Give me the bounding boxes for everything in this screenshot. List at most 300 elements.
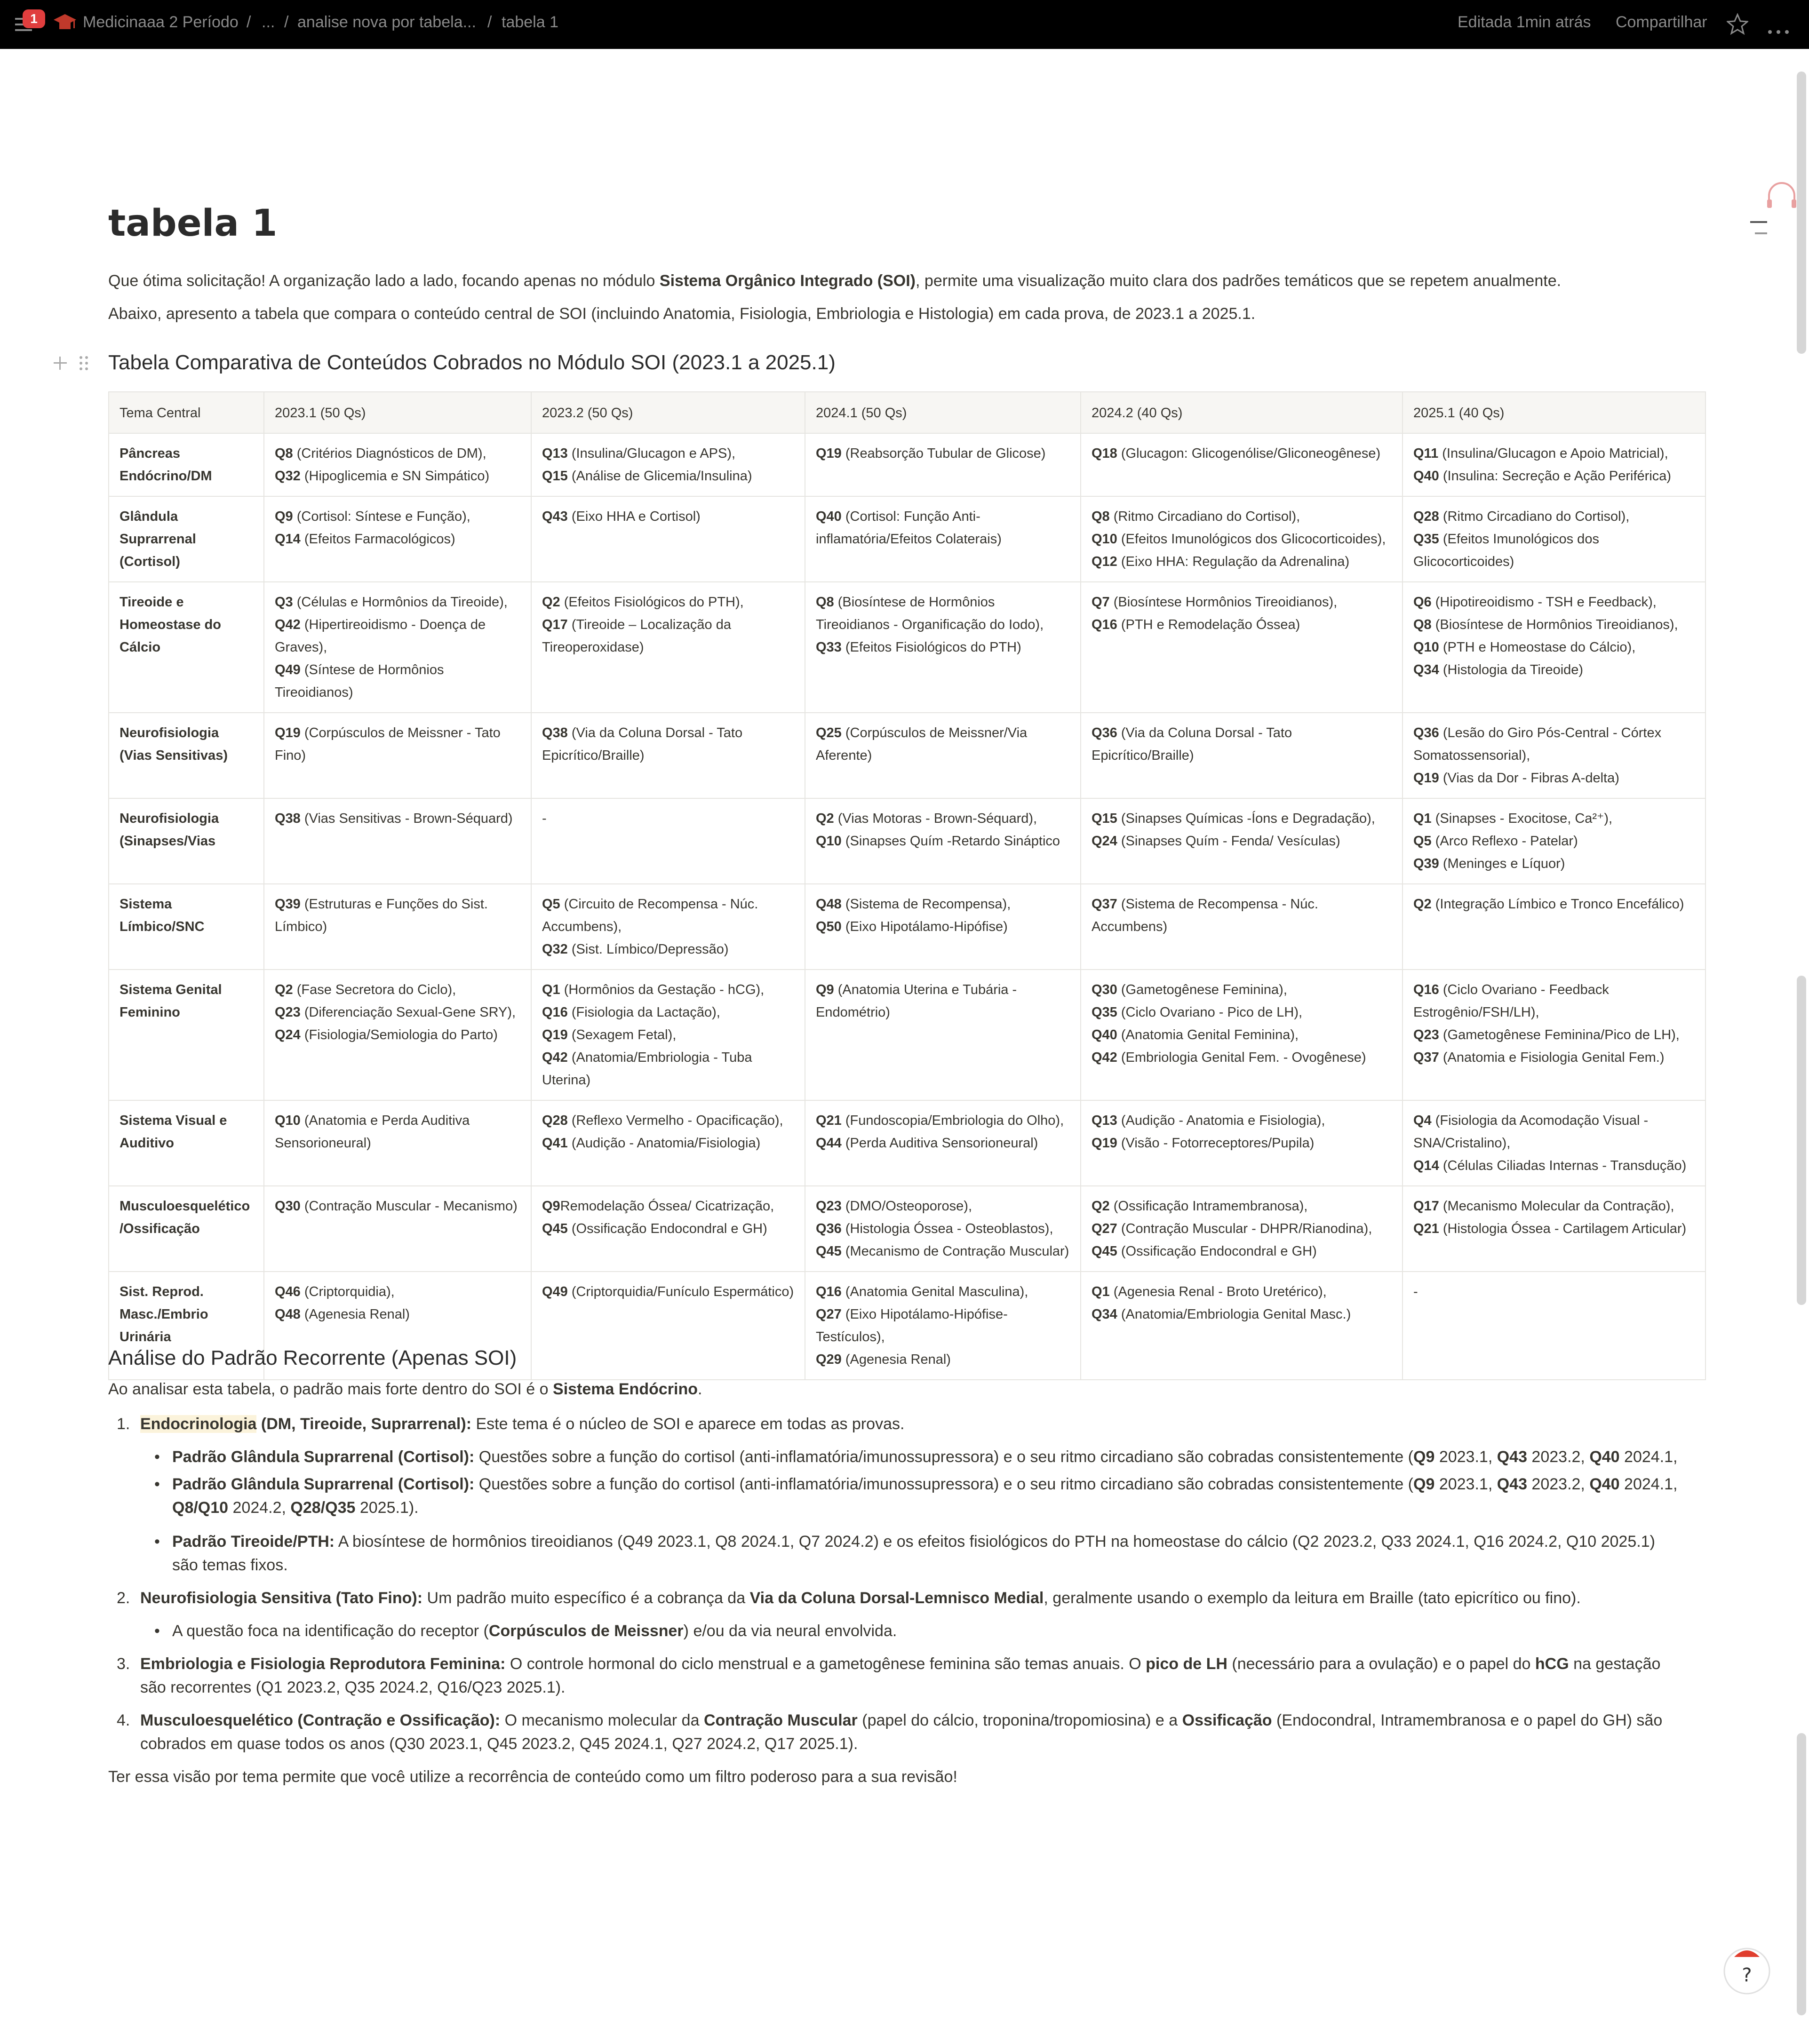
bullet-tireoide-line2[interactable]: são temas fixos.: [172, 1556, 288, 1574]
list-item-4[interactable]: [140, 1709, 1662, 1732]
table-cell[interactable]: [1403, 582, 1705, 713]
table-cell[interactable]: [1081, 582, 1403, 713]
question-number: Q16: [1092, 617, 1117, 632]
breadcrumb-separator: /: [247, 13, 251, 31]
question-topic: (DMO/Osteoporose),: [841, 1199, 972, 1214]
question-number: Q28: [1413, 509, 1439, 524]
b2-t4: 2024.1,: [1619, 1475, 1678, 1493]
question-topic: (Agenesia Renal): [300, 1307, 410, 1322]
cell-theme[interactable]: Musculoesquelético /Ossificação: [109, 1186, 264, 1272]
table-cell[interactable]: [805, 433, 1081, 496]
question-number: Q38: [275, 811, 301, 826]
question-topic: (Sist. Límbico/Depressão): [567, 942, 729, 957]
question-topic: (Circuito de Recompensa - Núc. Accumbens),: [542, 897, 758, 934]
table-cell[interactable]: [1081, 1186, 1403, 1272]
question-topic: (Ciclo Ovariano - Pico de LH),: [1117, 1005, 1303, 1020]
table-cell[interactable]: [1403, 1100, 1705, 1186]
question-number: Q30: [1092, 982, 1117, 997]
b2-bold: Padrão Glândula Suprarrenal (Cortisol):: [172, 1475, 475, 1493]
question-number: Q39: [275, 897, 301, 912]
b1-t2: 2023.1,: [1434, 1448, 1497, 1466]
list-item-3-line2[interactable]: são recorrentes (Q1 2023.2, Q35 2024.2, Q16/Q23 2025.1).: [140, 1678, 566, 1696]
table-cell[interactable]: [1403, 433, 1705, 496]
b1-text: Questões sobre a função do cortisol (anti-inflamatória/imunossupressora) e o seu ritmo circadiano são cobradas consistentemente (: [474, 1448, 1414, 1466]
question-number: Q29: [816, 1352, 842, 1367]
cell-theme[interactable]: Sistema Límbico/SNC: [109, 884, 264, 970]
item4-bold3: Ossificação: [1182, 1711, 1272, 1729]
question-topic: (Vias Sensitivas - Brown-Séquard): [300, 811, 513, 826]
question-topic: (Corpúsculos de Meissner/Via Aferente): [816, 725, 1028, 763]
b1-q40: Q40: [1589, 1448, 1620, 1466]
scrollbar-thumb[interactable]: [1797, 72, 1806, 354]
question-number: Q15: [542, 469, 568, 484]
question-number: Q11: [1413, 446, 1439, 461]
list-item-3[interactable]: [140, 1652, 1660, 1676]
question-number: Q30: [275, 1199, 301, 1214]
question-number: Q14: [275, 532, 301, 547]
table-cell[interactable]: [805, 1272, 1081, 1380]
question-topic: (Mecanismo de Contração Muscular): [841, 1244, 1069, 1259]
bullet-suprarrenal-2[interactable]: [172, 1472, 1677, 1496]
question-number: Q28: [542, 1113, 568, 1128]
question-number: Q19: [816, 446, 842, 461]
table-row: [109, 496, 1705, 582]
breadcrumb-ellipsis[interactable]: ...: [262, 13, 275, 31]
table-cell[interactable]: [1081, 433, 1403, 496]
table-cell[interactable]: [264, 496, 531, 582]
table-cell[interactable]: [1403, 970, 1705, 1100]
question-number: Q1: [1092, 1284, 1110, 1299]
question-topic: (Efeitos Fisiológicos do PTH),: [560, 595, 744, 610]
table-cell[interactable]: [264, 433, 531, 496]
intro-paragraph-2[interactable]: Abaixo, apresento a tabela que compara o conteúdo central de SOI (incluindo Anatomia, Fisiologia, Embriologia e Histologia) em cada prova, de 2023.1 a 2025.1.: [108, 305, 1256, 323]
cell-theme[interactable]: Neurofisiologia (Vias Sensitivas): [109, 713, 264, 798]
table-cell[interactable]: [1403, 884, 1705, 970]
question-number: Q17: [1413, 1199, 1439, 1214]
scrollbar-thumb-bottom[interactable]: [1797, 1733, 1806, 2015]
question-topic: (Análise de Glicemia/Insulina): [567, 469, 752, 484]
question-topic: (Criptorquidia/Funículo Espermático): [567, 1284, 794, 1299]
question-topic: (Fisiologia da Lactação),: [567, 1005, 720, 1020]
question-topic: (Biosíntese Hormônios Tireoidianos),: [1109, 595, 1338, 610]
question-number: Q23: [1413, 1027, 1439, 1042]
b2-t2: 2023.1,: [1434, 1475, 1497, 1493]
list-item-4-line2[interactable]: cobrados em quase todos os anos (Q30 2023.1, Q45 2023.2, Q45 2024.1, Q27 2024.2, Q17 2025.1).: [140, 1735, 858, 1753]
question-topic: Remodelação Óssea/ Cicatrização,: [560, 1199, 774, 1214]
table-cell[interactable]: [1081, 496, 1403, 582]
question-topic: (Cortisol: Síntese e Função),: [293, 509, 470, 524]
question-topic: (Lesão do Giro Pós-Central - Córtex Somatossensorial),: [1413, 725, 1662, 763]
edited-status: Editada 1min atrás: [1458, 13, 1591, 31]
question-number: Q10: [1092, 532, 1117, 547]
question-topic: (Hipoglicemia e SN Simpático): [300, 469, 490, 484]
question-topic: (Sexagem Fetal),: [567, 1027, 677, 1042]
question-number: Q19: [542, 1027, 568, 1042]
question-topic: (Visão - Fotorreceptores/Pupila): [1117, 1136, 1315, 1151]
table-header-row: [109, 392, 1705, 433]
question-number: Q49: [542, 1284, 568, 1299]
item2-bold: Neurofisiologia Sensitiva (Tato Fino):: [140, 1589, 423, 1607]
breadcrumb-separator: /: [487, 13, 492, 31]
toc-icon[interactable]: [1748, 218, 1769, 237]
item1-bold: (DM, Tireoide, Suprarrenal):: [256, 1415, 472, 1433]
question-number: Q48: [816, 897, 842, 912]
intro1-bold: Sistema Orgânico Integrado (SOI): [659, 272, 916, 290]
question-number: Q45: [816, 1244, 842, 1259]
item2-sub-t2: ) e/ou da via neural envolvida.: [683, 1622, 897, 1640]
drag-handle-icon[interactable]: [78, 355, 89, 372]
table-cell[interactable]: [805, 496, 1081, 582]
item2-t1: Um padrão muito específico é a cobrança da: [422, 1589, 750, 1607]
table-cell[interactable]: [805, 582, 1081, 713]
table-cell[interactable]: [531, 1100, 805, 1186]
question-topic: (Células Ciliadas Internas - Transdução): [1439, 1158, 1687, 1173]
table-cell[interactable]: [1403, 1186, 1705, 1272]
question-topic: (Insulina/Glucagon e APS),: [567, 446, 736, 461]
question-topic: (Anatomia/Embriologia - Tuba Uterina): [542, 1050, 752, 1088]
item4-t3: (Endocondral, Intramembranosa e o papel do GH) são: [1272, 1711, 1663, 1729]
question-topic: (Fundoscopia/Embriologia do Olho),: [841, 1113, 1064, 1128]
question-number: Q10: [275, 1113, 301, 1128]
question-topic: (Mecanismo Molecular da Contração),: [1439, 1199, 1674, 1214]
question-number: Q1: [1413, 811, 1432, 826]
item2-bold2: Via da Coluna Dorsal-Lemnisco Medial: [749, 1589, 1044, 1607]
b2-q40: Q40: [1589, 1475, 1620, 1493]
question-number: Q17: [542, 617, 568, 632]
question-number: Q19: [275, 725, 301, 740]
table-cell[interactable]: [264, 582, 531, 713]
question-topic: (Hipotireoidismo - TSH e Feedback),: [1431, 595, 1657, 610]
intro-paragraph-1[interactable]: [108, 272, 1561, 290]
question-number: Q32: [275, 469, 301, 484]
question-topic: (Efeitos Imunológicos dos Glicocorticoides): [1413, 532, 1599, 569]
question-number: Q27: [1092, 1221, 1117, 1236]
breadcrumb-parent[interactable]: analise nova por tabela...: [297, 13, 476, 31]
b1-bold: Padrão Glândula Suprarrenal (Cortisol):: [172, 1448, 475, 1466]
question-topic: (Vias Motoras - Brown-Séquard),: [834, 811, 1037, 826]
more-icon[interactable]: [1767, 21, 1791, 26]
question-topic: (Cortisol: Função Anti-inflamatória/Efeitos Colaterais): [816, 509, 1002, 547]
col-header-theme[interactable]: Tema Central: [109, 392, 264, 433]
question-number: Q38: [542, 725, 568, 740]
question-number: Q9: [542, 1199, 560, 1214]
item3-t2: (necessário para a ovulação) e o papel do: [1227, 1655, 1535, 1673]
question-number: Q46: [275, 1284, 301, 1299]
notification-badge: 1: [23, 9, 45, 28]
question-number: Q34: [1413, 662, 1439, 677]
table-cell[interactable]: [1403, 713, 1705, 798]
b2-line2-t1: 2024.2,: [228, 1499, 291, 1517]
table-cell[interactable]: [531, 496, 805, 582]
question-topic: (Eixo Hipotálamo-Hipófise-Testículos),: [816, 1307, 1008, 1344]
breadcrumb-current[interactable]: tabela 1: [502, 13, 558, 31]
question-number: Q16: [542, 1005, 568, 1020]
cell-theme[interactable]: Sist. Reprod. Masc./Embrio Urinária: [109, 1272, 264, 1380]
table-cell[interactable]: [805, 884, 1081, 970]
question-number: Q36: [1413, 725, 1439, 740]
item3-bold3: hCG: [1535, 1655, 1569, 1673]
question-number: Q40: [1413, 469, 1439, 484]
question-number: Q8: [816, 595, 834, 610]
question-number: Q15: [1092, 811, 1117, 826]
question-number: Q2: [275, 982, 293, 997]
table-cell[interactable]: [805, 970, 1081, 1100]
list-number-3: 3.: [117, 1655, 130, 1673]
table-cell[interactable]: [264, 884, 531, 970]
question-number: Q19: [1413, 771, 1439, 786]
intro1-text: Que ótima solicitação! A organização lado a lado, focando apenas no módulo: [108, 272, 660, 290]
table-row: [109, 884, 1705, 970]
question-number: Q16: [816, 1284, 842, 1299]
b2-q43: Q43: [1497, 1475, 1527, 1493]
closing-paragraph[interactable]: Ter essa visão por tema permite que você utilize a recorrência de conteúdo como um filtro poderoso para a sua revisão!: [108, 1768, 957, 1786]
question-topic: (Síntese de Hormônios Tireoidianos): [275, 662, 444, 700]
table-cell[interactable]: [531, 884, 805, 970]
table-cell[interactable]: [805, 713, 1081, 798]
headphones-icon[interactable]: [1765, 182, 1798, 210]
list-item-2[interactable]: [140, 1586, 1581, 1610]
question-topic: (Insulina: Secreção e Ação Periférica): [1439, 469, 1672, 484]
question-number: Q42: [1092, 1050, 1117, 1065]
b1-q9: Q9: [1413, 1448, 1435, 1466]
col-header-2025-1[interactable]: 2025.1 (40 Qs): [1403, 392, 1705, 433]
page-title[interactable]: tabela 1: [108, 202, 278, 245]
cell-theme[interactable]: Neurofisiologia (Sinapses/Vias: [109, 798, 264, 884]
table-cell[interactable]: [531, 1272, 805, 1380]
b2-q28q35: Q28/Q35: [290, 1499, 356, 1517]
question-number: Q37: [1413, 1050, 1439, 1065]
bullet-dot: •: [154, 1448, 160, 1466]
star-icon[interactable]: [1727, 13, 1748, 35]
table-cell[interactable]: [531, 798, 805, 884]
share-button[interactable]: Compartilhar: [1616, 13, 1707, 31]
b2-t3: 2023.2,: [1527, 1475, 1590, 1493]
question-number: Q19: [1092, 1136, 1117, 1151]
table-cell[interactable]: [531, 1186, 805, 1272]
question-topic: (Ossificação Endocondral e GH): [567, 1221, 767, 1236]
question-topic: (Via da Coluna Dorsal - Tato Epicrítico/Braille): [1092, 725, 1292, 763]
question-number: Q24: [275, 1027, 301, 1042]
item2-sub-t1: A questão foca na identificação do receptor (: [172, 1622, 489, 1640]
question-number: Q1: [542, 982, 560, 997]
table-cell[interactable]: [1081, 970, 1403, 1100]
question-number: Q6: [1413, 595, 1432, 610]
question-topic: (Ossificação Intramembranosa),: [1109, 1199, 1308, 1214]
question-topic: (Hipertireoidismo - Doença de Graves),: [275, 617, 486, 655]
analysis-intro[interactable]: [108, 1380, 702, 1399]
table-cell[interactable]: [264, 713, 531, 798]
question-number: Q40: [1092, 1027, 1117, 1042]
table-cell[interactable]: [805, 1100, 1081, 1186]
question-topic: (Histologia Óssea - Osteoblastos),: [841, 1221, 1053, 1236]
top-bar: [0, 0, 1809, 49]
question-topic: (Gametogênese Feminina/Pico de LH),: [1439, 1027, 1680, 1042]
question-topic: (Fisiologia/Semiologia do Parto): [300, 1027, 498, 1042]
question-topic: (Criptorquidia),: [300, 1284, 395, 1299]
question-number: Q41: [542, 1136, 568, 1151]
comparison-table: [108, 391, 1706, 1380]
intro1-text-post: , permite uma visualização muito clara dos padrões temáticos que se repetem anualmente.: [916, 272, 1562, 290]
question-number: Q35: [1092, 1005, 1117, 1020]
item4-t2: (papel do cálcio, troponina/tropomiosina) e a: [857, 1711, 1182, 1729]
question-number: Q25: [816, 725, 842, 740]
list-item-1-content[interactable]: [140, 1412, 904, 1436]
table-cell[interactable]: [531, 582, 805, 713]
table-cell[interactable]: [264, 970, 531, 1100]
question-number: Q42: [542, 1050, 568, 1065]
plus-icon[interactable]: [52, 355, 69, 372]
question-topic: (Reflexo Vermelho - Opacificação),: [567, 1113, 783, 1128]
table-cell[interactable]: [1081, 1272, 1403, 1380]
question-topic: (Insulina/Glucagon e Apoio Matricial),: [1438, 446, 1668, 461]
cell-theme[interactable]: Glândula Suprarrenal (Cortisol): [109, 496, 264, 582]
question-number: Q36: [1092, 725, 1117, 740]
question-number: Q43: [542, 509, 568, 524]
comparison-table-wrapper: [108, 391, 1705, 1380]
question-number: Q9: [275, 509, 293, 524]
question-number: Q9: [816, 982, 834, 997]
question-topic: (Integração Límbico e Tronco Encefálico): [1431, 897, 1684, 912]
question-topic: (Anatomia/Embriologia Genital Masc.): [1117, 1307, 1351, 1322]
table-cell[interactable]: [264, 1186, 531, 1272]
table-row: [109, 798, 1705, 884]
question-number: Q49: [275, 662, 301, 677]
question-topic: (Eixo HHA: Regulação da Adrenalina): [1117, 554, 1350, 569]
question-topic: (Hormônios da Gestação - hCG),: [560, 982, 765, 997]
table-heading[interactable]: Tabela Comparativa de Conteúdos Cobrados no Módulo SOI (2023.1 a 2025.1): [108, 351, 836, 374]
question-topic: (Embriologia Genital Fem. - Ovogênese): [1117, 1050, 1366, 1065]
question-number: Q48: [275, 1307, 301, 1322]
question-topic: (Glucagon: Glicogenólise/Gliconeogênese): [1117, 446, 1381, 461]
question-topic: (Meninges e Líquor): [1439, 856, 1565, 871]
table-body: [109, 433, 1705, 1380]
cell-theme[interactable]: Pâncreas Endócrino/DM: [109, 433, 264, 496]
table-row: [109, 433, 1705, 496]
question-topic: (Audição - Anatomia/Fisiologia): [567, 1136, 761, 1151]
table-cell[interactable]: [1081, 798, 1403, 884]
question-number: Q50: [816, 919, 842, 934]
b2-q9: Q9: [1413, 1475, 1435, 1493]
table-cell[interactable]: [531, 713, 805, 798]
col-header-2024-2[interactable]: 2024.2 (40 Qs): [1081, 392, 1403, 433]
question-number: Q4: [1413, 1113, 1432, 1128]
question-topic: (Anatomia e Fisiologia Genital Fem.): [1439, 1050, 1665, 1065]
question-number: Q16: [1413, 982, 1439, 997]
analysis-intro-bold: Sistema Endócrino: [553, 1380, 698, 1398]
question-topic: (Via da Coluna Dorsal - Tato Epicrítico/Braille): [542, 725, 743, 763]
question-topic: (Efeitos Farmacológicos): [300, 532, 455, 547]
table-cell[interactable]: [1403, 1272, 1705, 1380]
analysis-intro-text: Ao analisar esta tabela, o padrão mais forte dentro do SOI é o: [108, 1380, 553, 1398]
table-row: [109, 1186, 1705, 1272]
question-number: Q21: [1413, 1221, 1439, 1236]
breadcrumb-separator: /: [284, 13, 289, 31]
b3-text: A biosíntese de hormônios tireoidianos (Q49 2023.1, Q8 2024.1, Q7 2024.2) e os efeitos fisiológicos do PTH na homeostase do cálcio (Q2 2023.2, Q33 2024.1, Q16 2024.2, Q10 2025.1): [335, 1533, 1655, 1551]
question-topic: (Eixo HHA e Cortisol): [567, 509, 701, 524]
question-number: Q36: [816, 1221, 842, 1236]
b2-line2-t2: 2025.1).: [355, 1499, 419, 1517]
analysis-intro-post: .: [697, 1380, 702, 1398]
question-topic: (Reabsorção Tubular de Glicose): [841, 446, 1046, 461]
question-topic: (Ossificação Endocondral e GH): [1117, 1244, 1317, 1259]
question-topic: (Efeitos Fisiológicos do PTH): [841, 640, 1021, 655]
question-number: Q2: [816, 811, 834, 826]
col-header-2024-1[interactable]: 2024.1 (50 Qs): [805, 392, 1081, 433]
col-header-2023-1[interactable]: 2023.1 (50 Qs): [264, 392, 531, 433]
item4-bold2: Contração Muscular: [703, 1711, 858, 1729]
col-header-2023-2[interactable]: 2023.2 (50 Qs): [531, 392, 805, 433]
question-topic: (Sinapses - Exocitose, Ca²⁺),: [1431, 811, 1613, 826]
bullet-suprarrenal-1[interactable]: [172, 1445, 1677, 1469]
question-number: Q45: [542, 1221, 568, 1236]
question-topic: (Agenesia Renal - Broto Uretérico),: [1109, 1284, 1327, 1299]
table-cell[interactable]: [1403, 496, 1705, 582]
item4-t1: O mecanismo molecular da: [500, 1711, 704, 1729]
question-topic: (Perda Auditiva Sensorioneural): [841, 1136, 1038, 1151]
question-topic: (Anatomia Uterina e Tubária - Endométrio): [816, 982, 1017, 1020]
question-topic: (PTH e Homeostase do Cálcio),: [1439, 640, 1636, 655]
graduation-cap-icon: [53, 12, 77, 35]
item4-bold: Musculoesquelético (Contração e Ossificação):: [140, 1711, 501, 1729]
b1-t4: 2024.1,: [1619, 1448, 1678, 1466]
question-topic: (Sinapses Quím -Retardo Sináptico: [841, 834, 1060, 849]
item3-t1: O controle hormonal do ciclo menstrual e a gametogênese feminina são temas anuais. O: [505, 1655, 1146, 1673]
table-cell[interactable]: [264, 1100, 531, 1186]
table-cell[interactable]: [264, 798, 531, 884]
list-item-1[interactable]: [117, 1412, 130, 1436]
bullet-dot: •: [154, 1533, 160, 1551]
question-number: Q10: [816, 834, 842, 849]
item1-text: Este tema é o núcleo de SOI e aparece em todas as provas.: [471, 1415, 905, 1433]
question-number: Q5: [542, 897, 560, 912]
question-number: Q3: [275, 595, 293, 610]
scrollbar[interactable]: [1788, 49, 1809, 2044]
cell-theme[interactable]: Sistema Genital Feminino: [109, 970, 264, 1100]
breadcrumb-workspace[interactable]: Medicinaaa 2 Período: [83, 13, 239, 31]
bullet-tireoide[interactable]: [172, 1530, 1655, 1553]
bullet-meissner[interactable]: [172, 1619, 897, 1643]
help-icon[interactable]: [1721, 1943, 1773, 1995]
question-topic: (Estruturas e Funções do Sist. Límbico): [275, 897, 488, 934]
table-row: [109, 970, 1705, 1100]
table-cell[interactable]: [805, 1186, 1081, 1272]
question-number: Q7: [1092, 595, 1110, 610]
question-topic: (Ritmo Circadiano do Cortisol),: [1439, 509, 1630, 524]
analysis-heading[interactable]: Análise do Padrão Recorrente (Apenas SOI): [108, 1346, 517, 1369]
question-number: Q40: [816, 509, 842, 524]
list-number-4: 4.: [117, 1711, 130, 1729]
cell-theme[interactable]: Sistema Visual e Auditivo: [109, 1100, 264, 1186]
cell-theme[interactable]: Tireoide e Homeostase do Cálcio: [109, 582, 264, 713]
table-cell[interactable]: [531, 433, 805, 496]
table-cell[interactable]: [1081, 884, 1403, 970]
question-number: Q33: [816, 640, 842, 655]
question-number: Q8: [275, 446, 293, 461]
bullet-suprarrenal-2-line2[interactable]: [172, 1496, 419, 1519]
table-cell[interactable]: [805, 798, 1081, 884]
question-topic: (Ciclo Ovariano - Feedback Estrogênio/FSH/LH),: [1413, 982, 1609, 1020]
table-cell[interactable]: [531, 970, 805, 1100]
table-cell[interactable]: [1081, 1100, 1403, 1186]
table-cell[interactable]: [1403, 798, 1705, 884]
question-topic: (Sistema de Recompensa),: [841, 897, 1011, 912]
scrollbar-thumb-lower[interactable]: [1797, 976, 1806, 1305]
b2-q8q10: Q8/Q10: [172, 1499, 229, 1517]
question-topic: (Corpúsculos de Meissner - Tato Fino): [275, 725, 501, 763]
question-topic: (Vias da Dor - Fibras A-delta): [1439, 771, 1619, 786]
table-cell[interactable]: [1081, 713, 1403, 798]
question-topic: (Agenesia Renal): [841, 1352, 951, 1367]
